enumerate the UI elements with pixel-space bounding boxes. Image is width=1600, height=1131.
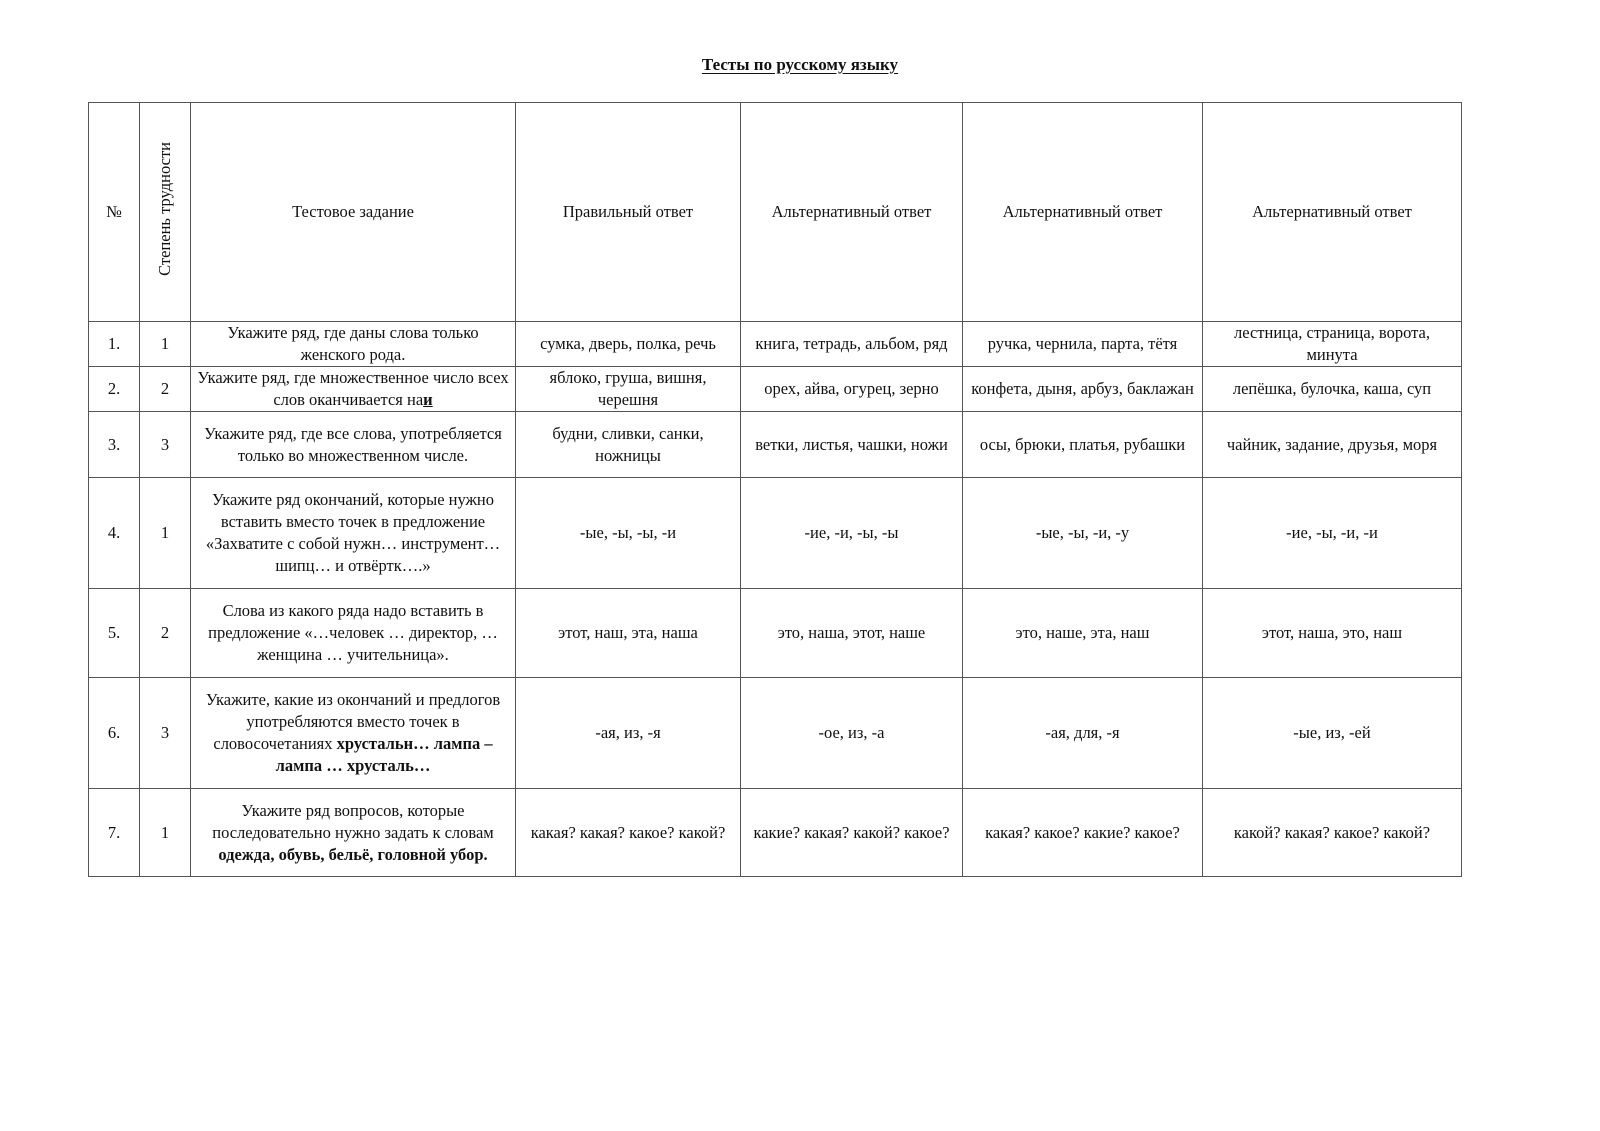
row-alt-answer-3: лестница, страница, ворота, минута: [1203, 322, 1462, 367]
row-alt-answer-1: книга, тетрадь, альбом, ряд: [741, 322, 963, 367]
row-task-emphasis: хрустальн… лампа – лампа … хрусталь…: [275, 734, 493, 775]
row-number: 5.: [89, 589, 140, 678]
row-alt-answer-2: это, наше, эта, наш: [963, 589, 1203, 678]
table-row: [89, 412, 1462, 478]
header-correct: Правильный ответ: [516, 103, 741, 322]
row-difficulty: 1: [140, 478, 191, 589]
row-alt-answer-1: ветки, листья, чашки, ножи: [741, 412, 963, 478]
row-number: 7.: [89, 789, 140, 877]
header-alt-3: Альтернативный ответ: [1203, 103, 1462, 322]
table-row: [89, 589, 1462, 678]
row-correct-answer: будни, сливки, санки, ножницы: [516, 412, 741, 478]
row-task-text: Укажите, какие из окончаний и предлогов употребляются вместо точек в словосочетаниях: [205, 690, 501, 753]
header-difficulty: [140, 103, 191, 322]
table-row: [89, 322, 1462, 367]
table-row: [89, 789, 1462, 877]
table-row: [89, 678, 1462, 789]
row-alt-answer-3: какой? какая? какое? какой?: [1203, 789, 1462, 877]
header-row: [89, 103, 1462, 322]
header-difficulty-label: Степень трудности: [155, 142, 174, 276]
row-task: [191, 678, 516, 789]
row-correct-answer: -ые, -ы, -ы, -и: [516, 478, 741, 589]
header-number: №: [89, 103, 140, 322]
row-correct-answer: этот, наш, эта, наша: [516, 589, 741, 678]
row-difficulty: 1: [140, 789, 191, 877]
row-number: 3.: [89, 412, 140, 478]
row-task: Укажите ряд, где все слова, употребляется только во множественном числе.: [191, 412, 516, 478]
row-task-emphasis: и: [423, 390, 433, 409]
row-alt-answer-1: это, наша, этот, наше: [741, 589, 963, 678]
row-number: 4.: [89, 478, 140, 589]
header-task: Тестовое задание: [191, 103, 516, 322]
row-alt-answer-3: -ые, из, -ей: [1203, 678, 1462, 789]
row-alt-answer-2: -ые, -ы, -и, -у: [963, 478, 1203, 589]
row-task: [191, 789, 516, 877]
row-alt-answer-1: -ое, из, -а: [741, 678, 963, 789]
row-alt-answer-2: ручка, чернила, парта, тётя: [963, 322, 1203, 367]
row-number: 1.: [89, 322, 140, 367]
header-alt-1: Альтернативный ответ: [741, 103, 963, 322]
row-difficulty: 1: [140, 322, 191, 367]
row-difficulty: 2: [140, 367, 191, 412]
row-alt-answer-3: -ие, -ы, -и, -и: [1203, 478, 1462, 589]
table-row: [89, 478, 1462, 589]
row-alt-answer-1: какие? какая? какой? какое?: [741, 789, 963, 877]
row-correct-answer: сумка, дверь, полка, речь: [516, 322, 741, 367]
row-alt-answer-1: орех, айва, огурец, зерно: [741, 367, 963, 412]
header-alt-2: Альтернативный ответ: [963, 103, 1203, 322]
row-alt-answer-2: конфета, дыня, арбуз, баклажан: [963, 367, 1203, 412]
row-task: Слова из какого ряда надо вставить в предложение «…человек … директор, … женщина … учительница».: [191, 589, 516, 678]
row-alt-answer-2: -ая, для, -я: [963, 678, 1203, 789]
tests-table: [88, 102, 1462, 877]
row-task: [191, 367, 516, 412]
row-task-text: Укажите ряд, где множественное число всех слов оканчивается на: [197, 368, 509, 409]
page-title: Тесты по русскому языку: [701, 55, 899, 74]
row-task-text: Укажите ряд вопросов, которые последовательно нужно задать к словам: [212, 800, 494, 842]
row-alt-answer-2: осы, брюки, платья, рубашки: [963, 412, 1203, 478]
row-alt-answer-3: лепёшка, булочка, каша, суп: [1203, 367, 1462, 412]
row-alt-answer-3: чайник, задание, друзья, моря: [1203, 412, 1462, 478]
row-correct-answer: -ая, из, -я: [516, 678, 741, 789]
table-row: [89, 367, 1462, 412]
row-difficulty: 3: [140, 678, 191, 789]
row-task-emphasis: одежда, обувь, бельё, головной убор.: [218, 844, 488, 864]
row-task: Укажите ряд окончаний, которые нужно вставить вместо точек в предложение «Захватите с собой нужн… инструмент… шипц… и отвёртк….»: [191, 478, 516, 589]
row-correct-answer: яблоко, груша, вишня, черешня: [516, 367, 741, 412]
row-number: 2.: [89, 367, 140, 412]
row-difficulty: 3: [140, 412, 191, 478]
row-correct-answer: какая? какая? какое? какой?: [516, 789, 741, 877]
row-number: 6.: [89, 678, 140, 789]
row-task: Укажите ряд, где даны слова только женского рода.: [191, 322, 516, 367]
row-alt-answer-1: -ие, -и, -ы, -ы: [741, 478, 963, 589]
row-difficulty: 2: [140, 589, 191, 678]
row-alt-answer-2: какая? какое? какие? какое?: [963, 789, 1203, 877]
row-alt-answer-3: этот, наша, это, наш: [1203, 589, 1462, 678]
